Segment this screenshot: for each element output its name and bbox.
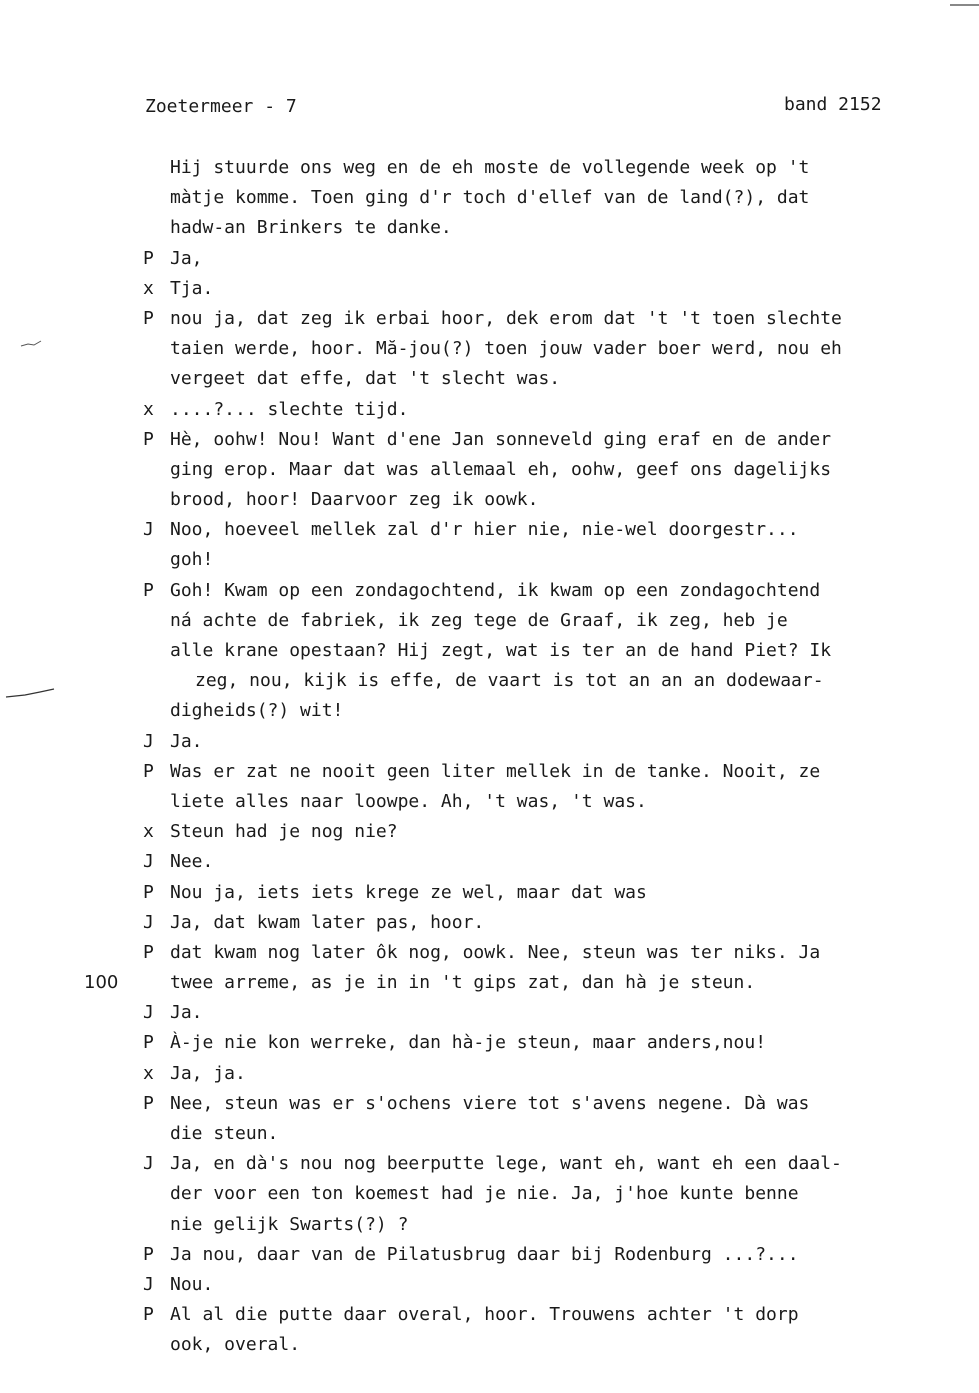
transcript-line (0, 364, 979, 394)
speaker-label: P (143, 1032, 154, 1054)
transcript-line (0, 1270, 979, 1300)
line-text: Ja, en dà's nou nog beerputte lege, want eh, want eh een daal- (170, 1153, 842, 1175)
line-text: À-je nie kon werreke, dan hà-je steun, maar anders,nou! (170, 1032, 767, 1054)
line-text: zeg, nou, kijk is effe, de vaart is tot an an an dodewaar- (195, 670, 824, 692)
speaker-label: P (143, 307, 154, 329)
transcript-line (0, 1119, 979, 1149)
transcript-line (0, 606, 979, 636)
transcript-line (0, 757, 979, 787)
transcript-lines (0, 153, 979, 1361)
line-text: ná achte de fabriek, ik zeg tege de Graaf, ik zeg, heb je (170, 609, 788, 631)
line-text: ....?... slechte tijd. (170, 398, 409, 420)
speaker-label: J (143, 730, 154, 752)
speaker-label: x (143, 821, 154, 843)
transcript-line (0, 334, 979, 364)
speaker-label: P (143, 579, 154, 601)
line-text: Goh! Kwam op een zondagochtend, ik kwam op een zondagochtend (170, 579, 821, 601)
line-text: ging erop. Maar dat was allemaal eh, oohw, geef ons dagelijks (170, 458, 832, 480)
transcript-line (0, 787, 979, 817)
transcript-line (0, 183, 979, 213)
transcript-line (0, 998, 979, 1028)
header-title: Zoetermeer - 7 (145, 96, 297, 117)
transcript-line (0, 1059, 979, 1089)
transcript-line (0, 485, 979, 515)
line-text: Steun had je nog nie? (170, 821, 398, 843)
line-text: nou ja, dat zeg ik erbai hoor, dek erom dat 't 't toen slechte (170, 307, 842, 329)
speaker-label: J (143, 1273, 154, 1295)
line-text: Was er zat ne nooit geen liter mellek in de tanke. Nooit, ze (170, 760, 821, 782)
transcript-line (0, 727, 979, 757)
line-text: der voor een ton koemest had je nie. Ja, j'hoe kunte benne (170, 1183, 799, 1205)
speaker-label: P (143, 1243, 154, 1265)
line-text: dat kwam nog later ôk nog, oowk. Nee, steun was ter niks. Ja (170, 941, 821, 963)
speaker-label: J (143, 1002, 154, 1024)
transcript-line (0, 153, 979, 183)
transcript-line (0, 244, 979, 274)
transcript-line (0, 968, 979, 998)
speaker-label: J (143, 1153, 154, 1175)
line-text: Ja. (170, 730, 203, 752)
speaker-label: x (143, 1062, 154, 1084)
transcript-line (0, 696, 979, 726)
line-text: Tja. (170, 277, 214, 299)
transcript-line (0, 1330, 979, 1360)
line-text: Al al die putte daar overal, hoor. Trouwens achter 't dorp (170, 1304, 799, 1326)
transcript-line (0, 817, 979, 847)
line-text: Ja, ja. (170, 1062, 246, 1084)
line-text: Nou ja, iets iets krege ze wel, maar dat was (170, 881, 647, 903)
speaker-label: P (143, 941, 154, 963)
speaker-label: x (143, 277, 154, 299)
line-text: Hè, oohw! Nou! Want d'ene Jan sonneveld ging eraf en de ander (170, 428, 832, 450)
transcript-line (0, 938, 979, 968)
speaker-label: J (143, 911, 154, 933)
header-tape-number: band 2152 (784, 94, 882, 115)
line-text: taien werde, hoor. Mă-jou(?) toen jouw vader boer werd, nou eh (170, 338, 842, 360)
line-text: ook, overal. (170, 1334, 301, 1356)
line-number: 100 (84, 972, 119, 994)
line-text: nie gelijk Swarts(?) ? (170, 1213, 409, 1235)
transcript-line (0, 1210, 979, 1240)
line-text: die steun. (170, 1123, 279, 1144)
transcript-line (0, 636, 979, 666)
line-text: liete alles naar loowpe. Ah, 't was, 't was. (170, 790, 647, 812)
speaker-label: J (143, 851, 154, 873)
line-text: Hij stuurde ons weg en de eh moste de vollegende week op 't (170, 157, 810, 178)
transcript-line (0, 847, 979, 877)
transcript-line (0, 1179, 979, 1209)
transcript-line (0, 274, 979, 304)
speaker-label: P (143, 881, 154, 903)
transcript-line (0, 1028, 979, 1058)
line-text: màtje komme. Toen ging d'r toch d'ellef van de land(?), dat (170, 187, 810, 209)
line-text: hadw-an Brinkers te danke. (170, 217, 452, 239)
line-text: Noo, hoeveel mellek zal d'r hier nie, nie-wel doorgestr... (170, 519, 799, 541)
speaker-label: P (143, 247, 154, 269)
transcript-line (0, 1300, 979, 1330)
line-text: goh! (170, 549, 214, 571)
line-text: twee arreme, as je in in 't gips zat, dan hà je steun. (170, 972, 756, 994)
speaker-label: P (143, 760, 154, 782)
transcript-line (0, 1089, 979, 1119)
transcript-line (0, 213, 979, 243)
line-text: alle krane opestaan? Hij zegt, wat is ter an de hand Piet? Ik (170, 640, 832, 661)
line-text: Nee. (170, 851, 214, 873)
line-text: Ja. (170, 1002, 203, 1024)
page-edge-mark (950, 4, 979, 6)
speaker-label: P (143, 428, 154, 450)
line-text: Ja, (170, 247, 203, 269)
speaker-label: J (143, 519, 154, 541)
line-text: Nou. (170, 1273, 214, 1295)
transcript-line (0, 1240, 979, 1270)
transcript-line (0, 515, 979, 545)
transcript-line (0, 878, 979, 908)
speaker-label: x (143, 398, 154, 420)
transcript-line (0, 395, 979, 425)
transcript-line (0, 455, 979, 485)
transcript-line (0, 666, 979, 696)
transcript-line (0, 545, 979, 575)
transcript-line (0, 1149, 979, 1179)
line-text: vergeet dat effe, dat 't slecht was. (170, 368, 561, 390)
transcript-line (0, 576, 979, 606)
transcript-line (0, 908, 979, 938)
line-text: Nee, steun was er s'ochens viere tot s'avens negene. Dà was (170, 1092, 810, 1114)
transcript-line (0, 304, 979, 334)
line-text: Ja, dat kwam later pas, hoor. (170, 911, 485, 933)
speaker-label: P (143, 1092, 154, 1114)
transcript-line (0, 425, 979, 455)
line-text: digheids(?) wit! (170, 700, 344, 722)
speaker-label: P (143, 1304, 154, 1326)
line-text: Ja nou, daar van de Pilatusbrug daar bij Rodenburg ...?... (170, 1243, 799, 1265)
line-text: brood, hoor! Daarvoor zeg ik oowk. (170, 489, 539, 511)
